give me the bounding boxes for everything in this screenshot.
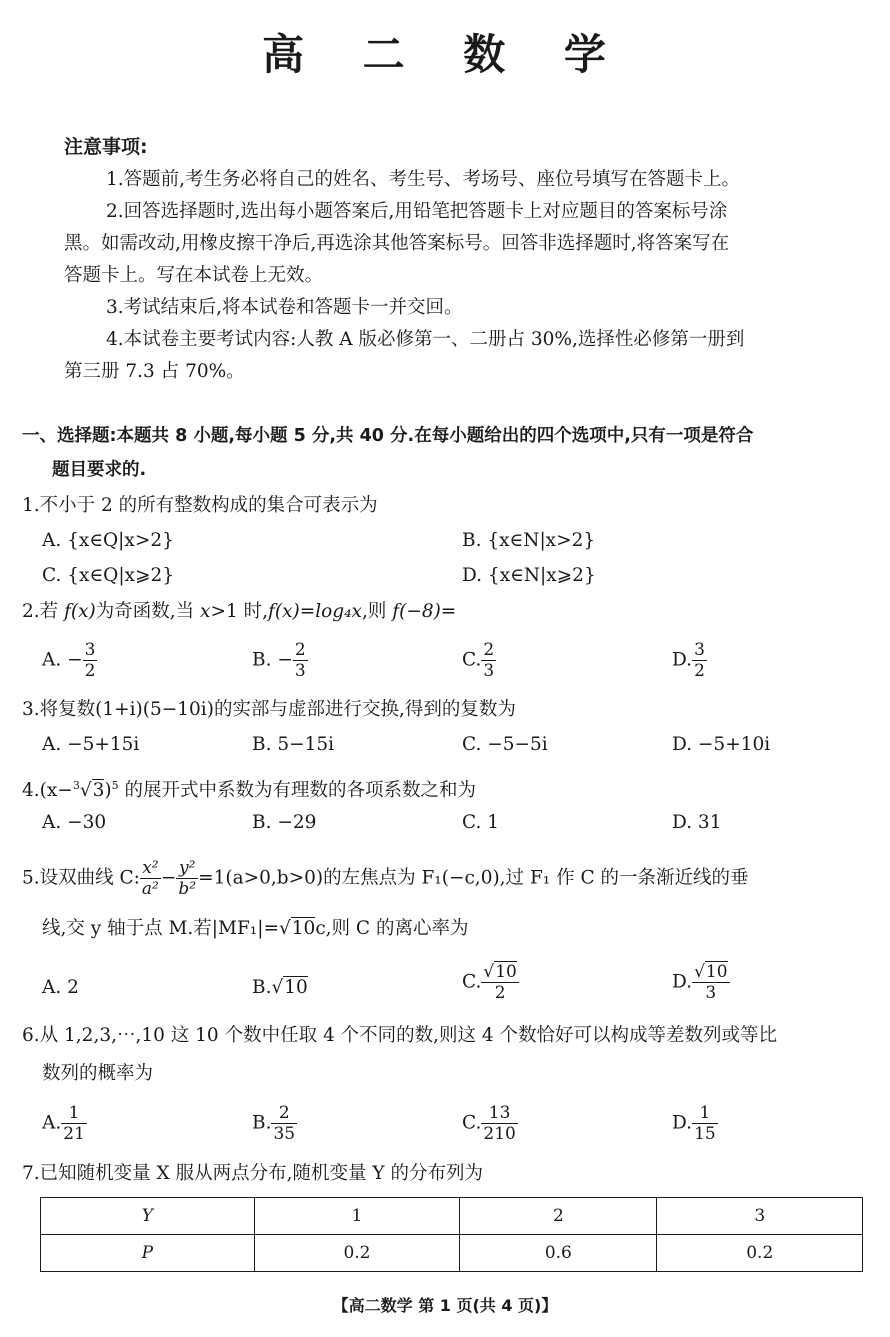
q7-stem: 7.已知随机变量 X 服从两点分布,随机变量 Y 的分布列为 xyxy=(22,1163,483,1184)
notice-line-2a: 2.回答选择题时,选出每小题答案后,用铅笔把答题卡上对应题目的答案标号涂 xyxy=(106,201,728,222)
page-title: 高 二 数 学 xyxy=(262,30,628,79)
table-cell: P xyxy=(41,1235,255,1272)
table-cell: 1 xyxy=(254,1198,460,1235)
section-heading-a: 一、选择题:本题共 8 小题,每小题 5 分,共 40 分.在每小题给出的四个选项中,只有一项是符合 xyxy=(22,426,754,446)
notice-line-2b: 黑。如需改动,用橡皮擦干净后,再选涂其他答案标号。回答非选择题时,将答案写在 xyxy=(64,233,730,254)
notice-line-2c: 答题卡上。写在本试卷上无效。 xyxy=(64,265,324,286)
notice-line-1: 1.答题前,考生务必将自己的姓名、考生号、考场号、座位号填写在答题卡上。 xyxy=(106,169,741,190)
q6-stem-a: 6.从 1,2,3,⋯,10 这 10 个数中任取 4 个不同的数,则这 4 个数恰好可以构成等差数列或等比 xyxy=(22,1025,778,1046)
q2-stem: 2.若 f(x)为奇函数,当 x>1 时,f(x)=log₄x,则 f(−8)= xyxy=(22,601,457,622)
table-cell: 0.2 xyxy=(254,1235,460,1272)
q2-option-b: B. − $\frac{2}{3}$ xyxy=(252,640,306,681)
q2-option-d: D. $\frac{3}{2}$ xyxy=(672,640,705,681)
q1-option-a: A. {x∈Q|x>2} xyxy=(42,530,174,551)
table-cell: Y xyxy=(41,1198,255,1235)
q1-stem: 1.不小于 2 的所有整数构成的集合可表示为 xyxy=(22,495,378,516)
table-cell: 0.6 xyxy=(460,1235,657,1272)
q6-option-b: B. $\frac{2}{35}$ xyxy=(252,1103,296,1144)
q5-option-a: A. 2 xyxy=(42,977,79,998)
q5-option-b: B.√10 xyxy=(252,977,308,998)
q4-option-a: A. −30 xyxy=(42,812,107,833)
q4-option-b: B. −29 xyxy=(252,812,317,833)
q3-option-a: A. −5+15i xyxy=(42,734,140,755)
q2-option-a: A. − $\frac{3}{2}$ xyxy=(42,640,96,681)
page-footer: 【高二数学 第 1 页(共 4 页)】 xyxy=(332,1296,558,1315)
q4-option-c: C. 1 xyxy=(462,812,500,833)
notice-heading: 注意事项: xyxy=(64,136,148,158)
notice-line-4b: 第三册 7.3 占 70%。 xyxy=(64,361,245,382)
table-cell: 2 xyxy=(460,1198,657,1235)
q3-stem: 3.将复数(1+i)(5−10i)的实部与虚部进行交换,得到的复数为 xyxy=(22,699,516,720)
section-heading-b: 题目要求的. xyxy=(52,460,147,480)
q1-option-c: C. {x∈Q|x⩾2} xyxy=(42,565,175,586)
q1-option-b: B. {x∈N|x>2} xyxy=(462,530,596,551)
q3-option-b: B. 5−15i xyxy=(252,734,335,755)
q6-option-c: C. $\frac{13}{210}$ xyxy=(462,1103,516,1144)
q6-option-d: D. $\frac{1}{15}$ xyxy=(672,1103,716,1144)
q6-option-a: A. $\frac{1}{21}$ xyxy=(42,1103,85,1144)
q6-stem-b: 数列的概率为 xyxy=(42,1063,154,1084)
table-row xyxy=(41,1198,863,1235)
table-row xyxy=(41,1235,863,1272)
q3-option-d: D. −5+10i xyxy=(672,734,771,755)
q2-option-c: C. $\frac{2}{3}$ xyxy=(462,640,495,681)
table-cell: 3 xyxy=(657,1198,863,1235)
q4-stem: $4.(x-^3√3)^5$ 的展开式中系数为有理数的各项系数之和为 xyxy=(22,779,476,802)
q1-option-d: D. {x∈N|x⩾2} xyxy=(462,565,596,586)
q3-option-c: C. −5−5i xyxy=(462,734,548,755)
q5-stem-b: 线,交 y 轴于点 M.若|MF₁|=√10c,则 C 的离心率为 xyxy=(42,918,469,939)
q4-option-d: D. 31 xyxy=(672,812,722,833)
q5-stem-a: 5.设双曲线 C: $\frac{\text{x²}}{\text{a²}}$ − $\frac{\text{y²}}{\text{b²}}$ =1(a>0,b>0)的左焦点为 F₁(−c,0),过 F₁ 作 C 的一条渐近线的垂 xyxy=(22,858,749,899)
q5-option-d: D. $\frac{√10}{3}$ xyxy=(672,962,728,1003)
notice-line-3: 3.考试结束后,将本试卷和答题卡一并交回。 xyxy=(106,297,463,318)
distribution-table xyxy=(40,1197,863,1272)
table-cell: 0.2 xyxy=(657,1235,863,1272)
notice-line-4a: 4.本试卷主要考试内容:人教 A 版必修第一、二册占 30%,选择性必修第一册到 xyxy=(106,329,745,350)
q5-option-c: C. $\frac{√10}{2}$ xyxy=(462,962,517,1003)
